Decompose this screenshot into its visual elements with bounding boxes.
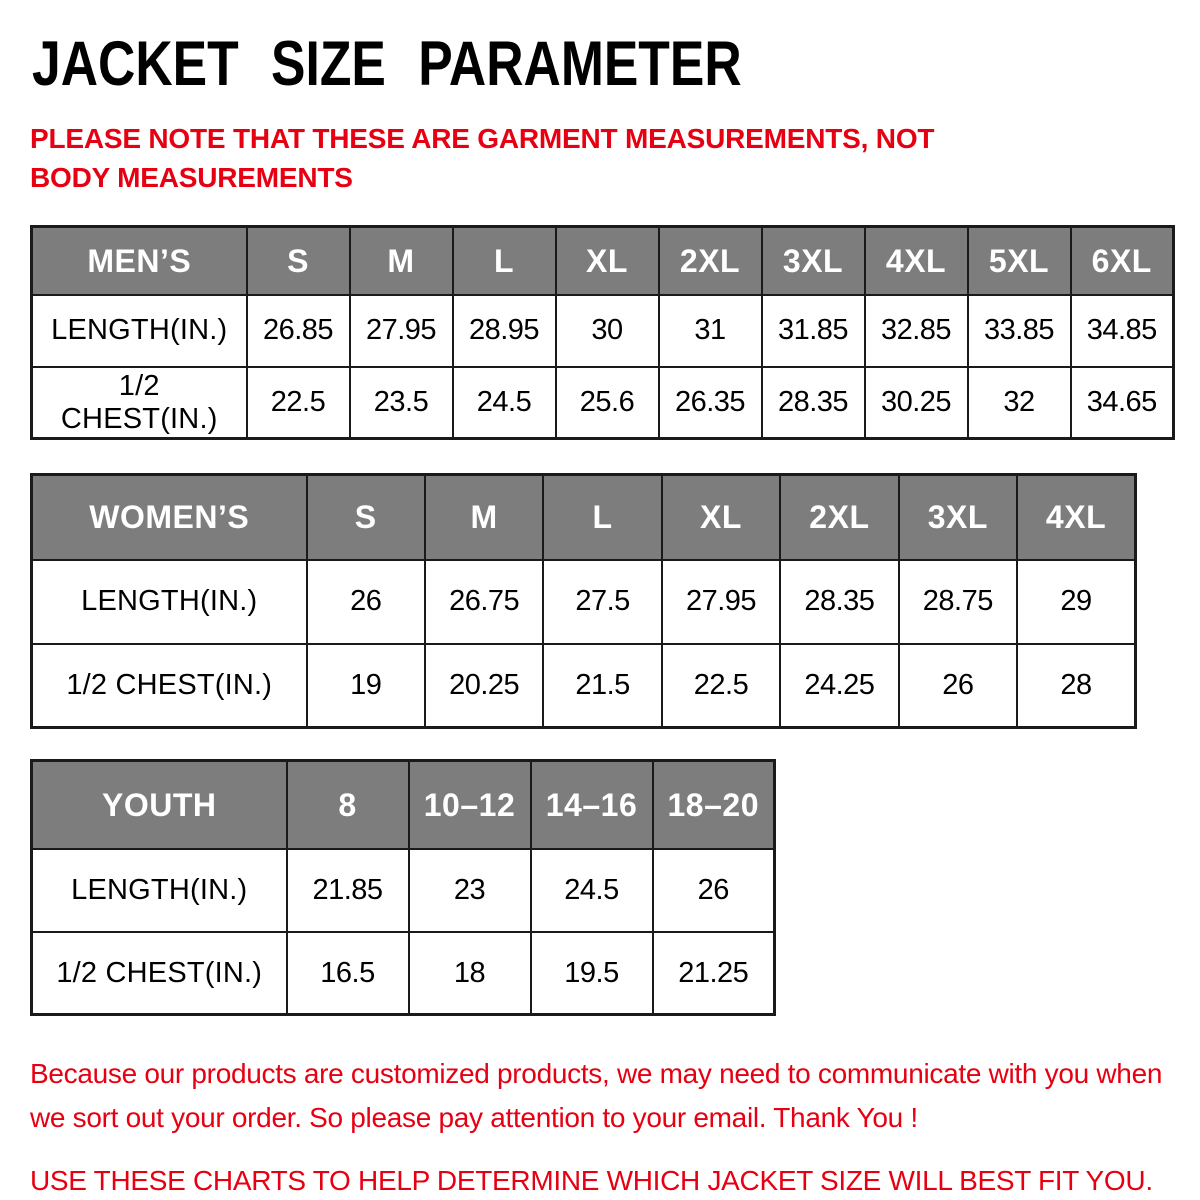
womens-chest-row (32, 644, 1136, 728)
value-cell: 16.5 (287, 932, 409, 1015)
row-label-cell: 1/2 CHEST(IN.) (32, 932, 287, 1015)
mens-header-row (32, 227, 1174, 295)
row-label-cell: LENGTH(IN.) (32, 295, 247, 367)
size-header-cell: M (425, 475, 543, 560)
mens-length-row (32, 295, 1174, 367)
row-label-cell: LENGTH(IN.) (32, 849, 287, 932)
value-cell: 30 (556, 295, 659, 367)
value-cell: 23.5 (350, 367, 453, 439)
value-cell: 32 (968, 367, 1071, 439)
value-cell: 29 (1017, 560, 1135, 644)
youth-chest-row (32, 932, 775, 1015)
value-cell: 28 (1017, 644, 1135, 728)
size-header-cell: 5XL (968, 227, 1071, 295)
value-cell: 25.6 (556, 367, 659, 439)
value-cell: 28.95 (453, 295, 556, 367)
size-header-cell: S (307, 475, 425, 560)
youth-length-row (32, 849, 775, 932)
page-title: JACKET SIZE PARAMETER (32, 29, 742, 99)
value-cell: 27.95 (662, 560, 780, 644)
value-cell: 27.95 (350, 295, 453, 367)
size-header-cell: S (247, 227, 350, 295)
row-label-cell: 1/2 CHEST(IN.) (32, 367, 247, 439)
size-header-cell: 18–20 (653, 761, 775, 849)
value-cell: 31.85 (762, 295, 865, 367)
chart-usage-note: USE THESE CHARTS TO HELP DETERMINE WHICH JACKET SIZE WILL BEST FIT YOU. (30, 1165, 1153, 1197)
value-cell: 26 (899, 644, 1017, 728)
value-cell: 21.85 (287, 849, 409, 932)
mens-table-name-cell: MEN’S (32, 227, 247, 295)
customization-notice: Because our products are customized products, we may need to communicate with you when we sort out your order. So please pay attention to your email. Thank You ! (30, 1058, 1163, 1133)
mens-chest-row (32, 367, 1174, 439)
size-header-cell: M (350, 227, 453, 295)
value-cell: 26.35 (659, 367, 762, 439)
womens-size-table (30, 473, 1137, 729)
value-cell: 24.5 (453, 367, 556, 439)
size-header-cell: 10–12 (409, 761, 531, 849)
garment-measurement-note: PLEASE NOTE THAT THESE ARE GARMENT MEASUREMENTS, NOT BODY MEASUREMENTS (30, 123, 935, 193)
value-cell: 26.75 (425, 560, 543, 644)
youth-size-table (30, 759, 776, 1016)
size-header-cell: 2XL (780, 475, 898, 560)
size-header-cell: L (453, 227, 556, 295)
value-cell: 28.35 (780, 560, 898, 644)
womens-table-name-cell: WOMEN’S (32, 475, 307, 560)
value-cell: 21.25 (653, 932, 775, 1015)
size-header-cell: 6XL (1071, 227, 1174, 295)
value-cell: 31 (659, 295, 762, 367)
size-header-cell: 2XL (659, 227, 762, 295)
row-label-cell: 1/2 CHEST(IN.) (32, 644, 307, 728)
size-header-cell: 14–16 (531, 761, 653, 849)
value-cell: 34.65 (1071, 367, 1174, 439)
value-cell: 33.85 (968, 295, 1071, 367)
value-cell: 23 (409, 849, 531, 932)
size-header-cell: 4XL (1017, 475, 1135, 560)
value-cell: 24.5 (531, 849, 653, 932)
womens-length-row (32, 560, 1136, 644)
size-header-cell: XL (662, 475, 780, 560)
value-cell: 22.5 (247, 367, 350, 439)
value-cell: 21.5 (543, 644, 661, 728)
value-cell: 27.5 (543, 560, 661, 644)
value-cell: 30.25 (865, 367, 968, 439)
womens-header-row (32, 475, 1136, 560)
value-cell: 32.85 (865, 295, 968, 367)
youth-table-name-cell: YOUTH (32, 761, 287, 849)
mens-size-table (30, 225, 1175, 440)
value-cell: 26.85 (247, 295, 350, 367)
value-cell: 19 (307, 644, 425, 728)
value-cell: 28.75 (899, 560, 1017, 644)
value-cell: 18 (409, 932, 531, 1015)
value-cell: 26 (653, 849, 775, 932)
size-header-cell: 3XL (899, 475, 1017, 560)
row-label-cell: LENGTH(IN.) (32, 560, 307, 644)
size-header-cell: 3XL (762, 227, 865, 295)
size-header-cell: 8 (287, 761, 409, 849)
size-header-cell: 4XL (865, 227, 968, 295)
size-header-cell: L (543, 475, 661, 560)
value-cell: 24.25 (780, 644, 898, 728)
value-cell: 34.85 (1071, 295, 1174, 367)
value-cell: 20.25 (425, 644, 543, 728)
value-cell: 22.5 (662, 644, 780, 728)
value-cell: 19.5 (531, 932, 653, 1015)
size-header-cell: XL (556, 227, 659, 295)
value-cell: 26 (307, 560, 425, 644)
youth-header-row (32, 761, 775, 849)
value-cell: 28.35 (762, 367, 865, 439)
